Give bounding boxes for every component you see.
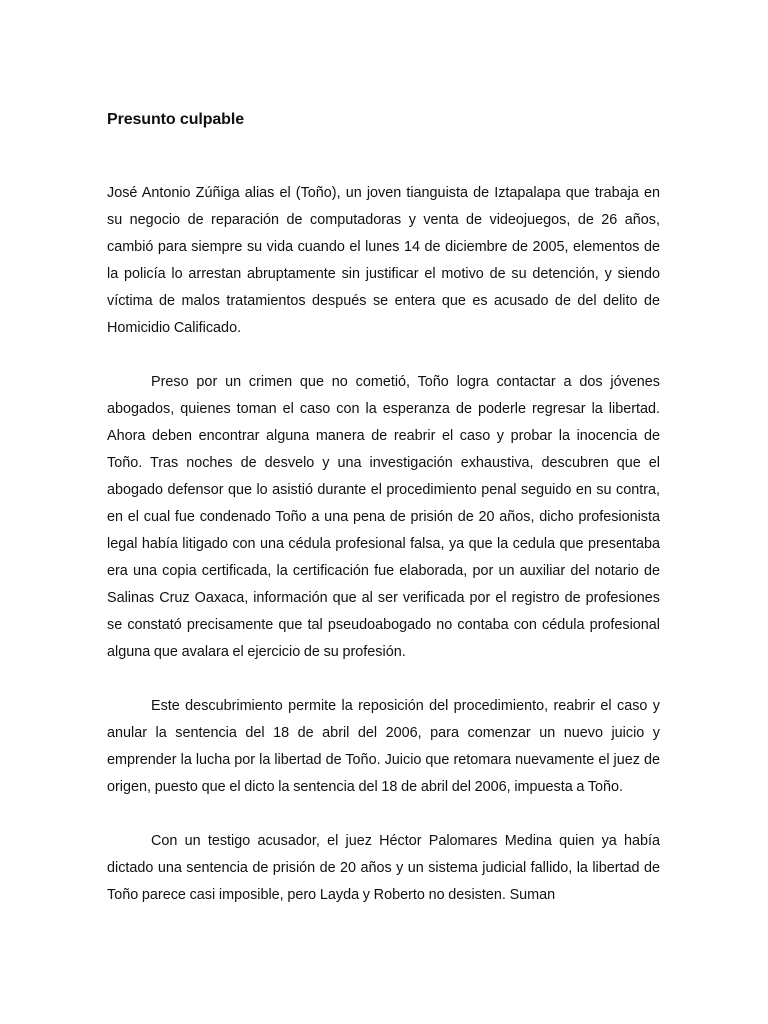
- paragraph-4: Con un testigo acusador, el juez Héctor Palomares Medina quien ya había dictado una sentencia de prisión de 20 años y un sistema judicial fallido, la libertad de Toño parece casi imposible, pero Layda y Roberto no desisten. Suman: [107, 833, 660, 903]
- paragraph-1: José Antonio Zúñiga alias el (Toño), un joven tianguista de Iztapalapa que trabaja en su negocio de reparación de computadoras y venta de videojuegos, de 26 años, cambió para siempre su vida cuando el lunes 14 de diciembre de 2005, elementos de la policía lo arrestan abruptamente sin justificar el motivo de su detención, y siendo víctima de malos tratamientos después se entera que es acusado de del delito de Homicidio Calificado.: [107, 185, 660, 336]
- document-body: [107, 180, 660, 936]
- document-page: [107, 0, 660, 1024]
- document-title: Presunto culpable: [107, 111, 244, 128]
- paragraph-3: Este descubrimiento permite la reposición del procedimiento, reabrir el caso y anular la sentencia del 18 de abril del 2006, para comenzar un nuevo juicio y emprender la lucha por la libertad de Toño. Juicio que retomara nuevamente el juez de origen, puesto que el dicto la sentencia del 18 de abril del 2006, impuesta a Toño.: [107, 698, 660, 795]
- paragraph-2: Preso por un crimen que no cometió, Toño logra contactar a dos jóvenes abogados, quienes toman el caso con la esperanza de poderle regresar la libertad. Ahora deben encontrar alguna manera de reabrir el caso y probar la inocencia de Toño. Tras noches de desvelo y una investigación exhaustiva, descubren que el abogado defensor que lo asistió durante el procedimiento penal seguido en su contra, en el cual fue condenado Toño a una pena de prisión de 20 años, dicho profesionista legal había litigado con una cédula profesional falsa, ya que la cedula que presentaba era una copia certificada, la certificación fue elaborada, por un auxiliar del notario de Salinas Cruz Oaxaca, información que al ser verificada por el registro de profesiones se constató precisamente que tal pseudoabogado no contaba con cédula profesional alguna que avalara el ejercicio de su profesión.: [107, 374, 660, 660]
